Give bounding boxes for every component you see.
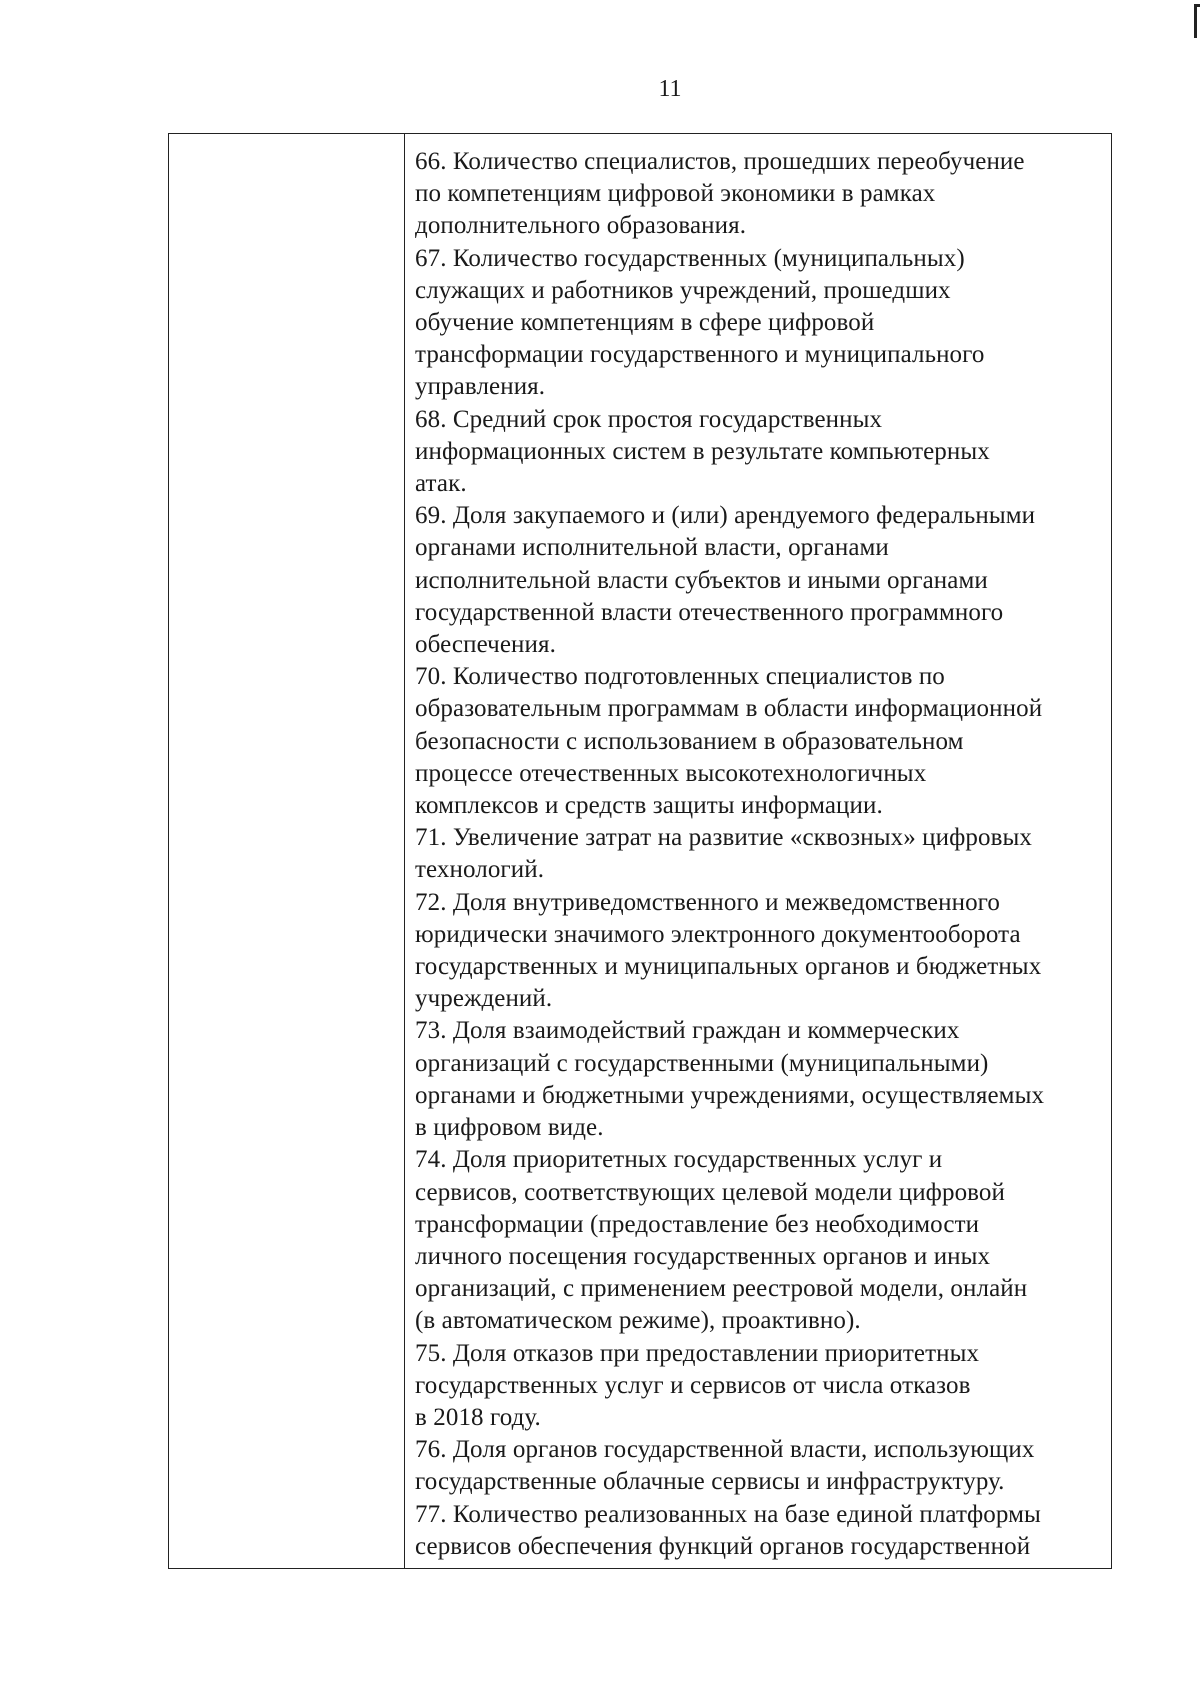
indicator-item: [415, 1499, 1111, 1563]
indicators-table: [168, 133, 1112, 1569]
indicator-line: государственные облачные сервисы и инфраструктуру.: [415, 1468, 1005, 1496]
indicator-line: в цифровом виде.: [415, 1114, 604, 1142]
indicator-item: [415, 1434, 1111, 1498]
indicator-line: 72. Доля внутриведомственного и межведомственного: [415, 888, 1001, 916]
indicator-line: 69. Доля закупаемого и (или) арендуемого федеральными: [415, 502, 1036, 530]
indicator-line: (в автоматическом режиме), проактивно).: [415, 1307, 861, 1335]
indicator-line: 70. Количество подготовленных специалистов по: [415, 663, 945, 691]
indicator-line: 74. Доля приоритетных государственных услуг и: [415, 1146, 943, 1174]
indicator-line: управления.: [415, 373, 546, 401]
indicator-line: 71. Увеличение затрат на развитие «сквозных» цифровых: [415, 824, 1033, 852]
indicator-item: [415, 1338, 1111, 1435]
indicator-line: в 2018 году.: [415, 1403, 541, 1431]
indicator-item: [415, 243, 1111, 404]
indicator-item: [415, 1144, 1111, 1337]
indicator-line: личного посещения государственных органов и иных: [415, 1242, 991, 1270]
indicator-line: образовательным программам в области информационной: [415, 695, 1043, 723]
indicator-line: исполнительной власти субъектов и иными органами: [415, 566, 988, 594]
indicator-item: [415, 887, 1111, 1016]
table-left-cell: [169, 134, 405, 1569]
indicator-line: государственной власти отечественного программного: [415, 598, 1004, 626]
indicator-line: 66. Количество специалистов, прошедших переобучение: [415, 148, 1025, 175]
indicator-line: служащих и работников учреждений, прошедших: [415, 276, 951, 304]
indicator-line: атак.: [415, 470, 467, 498]
indicator-line: государственных и муниципальных органов и бюджетных: [415, 953, 1042, 981]
indicator-line: технологий.: [415, 856, 545, 884]
indicator-line: по компетенциям цифровой экономики в рамках: [415, 180, 936, 208]
table-row: [169, 134, 1112, 1569]
indicator-line: дополнительного образования.: [415, 212, 747, 240]
indicator-item: [415, 661, 1111, 822]
page-number: 11: [658, 76, 682, 102]
indicator-line: безопасности с использованием в образовательном: [415, 727, 964, 755]
indicator-line: комплексов и средств защиты информации.: [415, 792, 883, 820]
indicator-line: сервисов, соответствующих целевой модели цифровой: [415, 1178, 1005, 1206]
indicator-item: [415, 1015, 1111, 1144]
indicator-line: сервисов обеспечения функций органов государственной: [415, 1532, 1031, 1560]
indicator-line: учреждений.: [415, 985, 553, 1013]
scan-corner-mark: [1194, 4, 1200, 38]
indicator-list: [415, 146, 1111, 1563]
indicator-line: организаций, с применением реестровой модели, онлайн: [415, 1275, 1028, 1303]
indicator-line: обеспечения.: [415, 631, 556, 659]
indicator-line: государственных услуг и сервисов от числа отказов: [415, 1371, 971, 1399]
indicator-line: трансформации государственного и муниципального: [415, 341, 985, 369]
indicator-line: 68. Средний срок простоя государственных: [415, 405, 883, 433]
indicator-line: 75. Доля отказов при предоставлении приоритетных: [415, 1339, 980, 1367]
indicator-line: организаций с государственными (муниципальными): [415, 1049, 989, 1077]
indicator-item: [415, 822, 1111, 886]
indicator-line: трансформации (предоставление без необходимости: [415, 1210, 980, 1238]
indicator-line: обучение компетенциям в сфере цифровой: [415, 309, 875, 337]
indicator-item: [415, 146, 1111, 243]
table-right-cell: [405, 134, 1112, 1569]
indicator-line: органами исполнительной власти, органами: [415, 534, 889, 562]
indicator-line: юридически значимого электронного документооборота: [415, 920, 1021, 948]
indicator-line: 73. Доля взаимодействий граждан и коммерческих: [415, 1017, 960, 1045]
indicator-line: органами и бюджетными учреждениями, осуществляемых: [415, 1081, 1045, 1109]
indicator-line: 67. Количество государственных (муниципальных): [415, 244, 965, 272]
indicator-item: [415, 500, 1111, 661]
indicator-item: [415, 404, 1111, 501]
indicator-line: 77. Количество реализованных на базе единой платформы: [415, 1500, 1041, 1528]
indicator-line: информационных систем в результате компьютерных: [415, 437, 990, 465]
indicator-line: процессе отечественных высокотехнологичных: [415, 759, 927, 787]
indicator-line: 76. Доля органов государственной власти, использующих: [415, 1436, 1035, 1464]
